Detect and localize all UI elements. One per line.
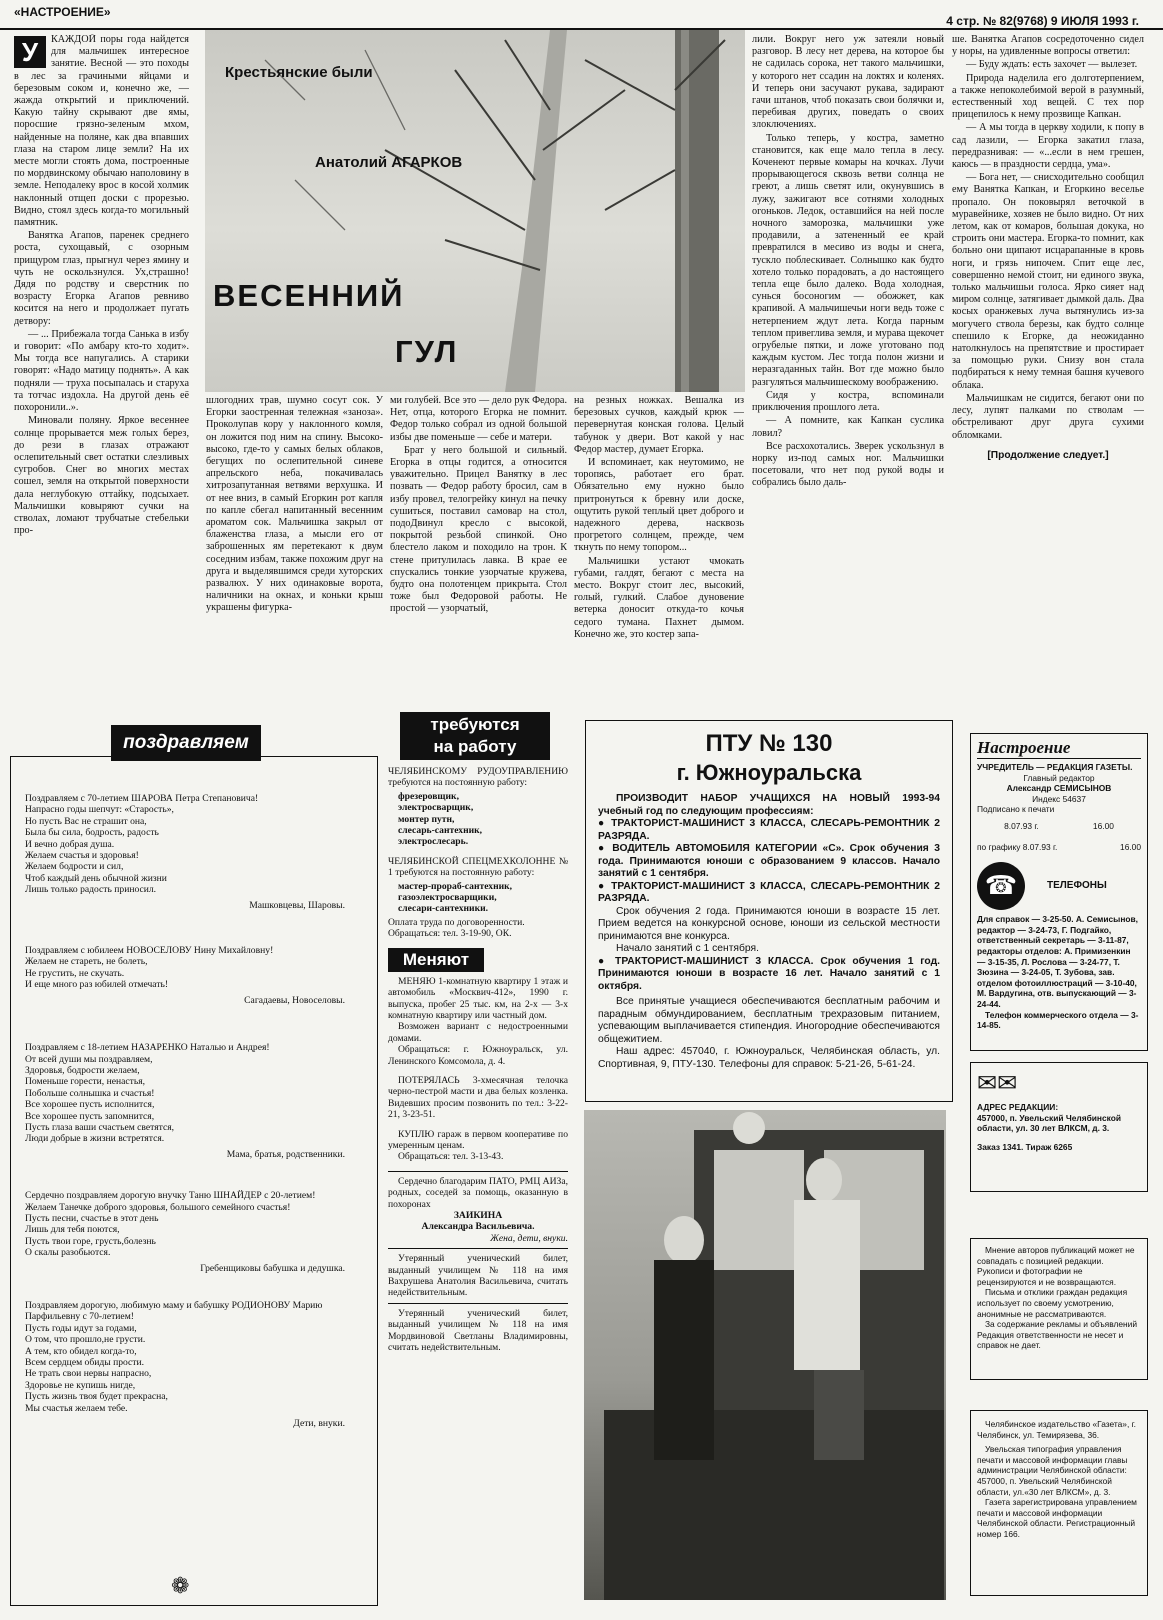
ptu-body bbox=[598, 793, 940, 1071]
greeting-signature: Мама, братья, родственники. bbox=[226, 1148, 345, 1160]
greeting-line: Поздравляем с 70-летием ШАРОВА Петра Степановича! bbox=[25, 793, 259, 804]
story-author: Анатолий АГАРКОВ bbox=[315, 154, 463, 171]
masthead-box bbox=[970, 733, 1148, 1051]
greeting-line: Здоровье не купишь нигде, bbox=[25, 1379, 136, 1391]
greeting-line: Желаем Танечке доброго здоровья, большого семейного счастья! bbox=[25, 1201, 291, 1213]
imprint-line: УЧРЕДИТЕЛЬ — РЕДАКЦИЯ ГАЗЕТЫ. bbox=[977, 762, 1133, 772]
greeting-line: Пусть твои горе, грусть,болезнь bbox=[25, 1235, 156, 1247]
story-paragraph: Брат у него большой и сильный. Егорка в отцы годится, а относится уважительно. Прицел Ванятку в лес позвать — Федор работу бросил, сам в избу провел, телогрейку кинул на печку сушиться, поставил самовар на стол, подоДвинул кресло с высокой, покрытой резьбой спинкой. Оно блестело лаком и походило на трон. К стене притулилась лавка. В крае ее спускались тонкие узорчатые кружева, будто она полотенцем прикрыта. Стол тоже был Федоровой работы. Не простой — узорчатый, bbox=[390, 444, 567, 615]
ad-text: Утерянный ученический билет, выданный училищем № 118 на имя Мордвиновой Светланы Владимировны, считать недействительным. bbox=[388, 1307, 568, 1354]
story-paragraph: лили. Вокруг него уж затеяли новый разговор. В лесу нет дерева, на которое бы не садилась сорока, нет такого мальчишки, у которого нет ссадин на локтях и коленях. И теперь они засучают рукава, задирают гачи штанов, чтоб показать свои болячки и, перебивая других, поведать о своих злоключениях. bbox=[752, 34, 944, 131]
disclaimer-box bbox=[970, 1238, 1148, 1380]
newspaper-logo: Настроение bbox=[977, 738, 1141, 759]
address-text: 457000, п. Увельский Челябинской области, ул. 30 лет ВЛКСМ, д. 3. bbox=[977, 1112, 1121, 1134]
greeting-line: Мы счастья желаем тебе. bbox=[25, 1402, 128, 1414]
ptu-ad bbox=[585, 720, 953, 1102]
greeting-line: О скалы разобьются. bbox=[25, 1247, 111, 1259]
greeting-line: И еще много раз юбилей отмечать! bbox=[25, 979, 169, 991]
imprint-line: 8.07.93 г. bbox=[1004, 820, 1039, 831]
job-text: Оплата труда по договоренности. bbox=[388, 916, 525, 928]
greeting-line: Лишь для тебя поются, bbox=[25, 1224, 120, 1236]
greeting-line: Не трать свои нервы напрасно, bbox=[25, 1368, 152, 1380]
ptu-text: Срок обучения 2 года. Принимаются юноши в возрасте 15 лет. Прием ведется на конкурсной основе, юноши из сельской местности принимаются вне конкурса. bbox=[598, 905, 940, 942]
job-text: Обращаться: тел. 3-19-90, ОК. bbox=[388, 928, 512, 940]
imprint-line: Главный редактор bbox=[1023, 772, 1095, 783]
ad-text: Обращаться: г. Южноуральск, ул. Ленинского Комсомола, д. 4. bbox=[388, 1044, 568, 1067]
ad-text: МЕНЯЮ 1-комнатную квартиру 1 этаж и автомобиль «Москвич-412», 1990 г. выпуска, пробег 25 тыс. км, на 2-х — 3-х комнатную квартиру или частный дом. bbox=[388, 975, 568, 1021]
continued-note: [Продолжение следует.] bbox=[987, 449, 1109, 461]
ptu-item-text: ТРАКТОРИСТ-МАШИНИСТ 3 КЛАССА. Срок обучения 1 год. Принимаются юноши в возрасте 16 лет. Начало занятий с 1 октября. bbox=[598, 955, 940, 992]
story-paragraph: шлогодних трав, шумно сосут сок. У Егорки заостренная тележная «заноза». Проколупав кору у наклонного комля, он ложится под ним на спину. Высоко-высоко, где-то у самых белых облаков, бегущих по ослепительной синеве апрельского неба, покачивалась хитрозапутанная ветвями верхушка. И от нее вниз, в самый Егоркин рот капля по капле сбегал напитанный весенним ароматом сок. Мальчишка закрыл от блаженства глаза, а мысли его от заброшенных ям перетекают к двум соседним избам, также похожим друг на друга и выделявшимся среди хуторских развалюх. У них одинаковые ворота, наличники на окнах, и коньки крыш украшены фигурка- bbox=[206, 395, 383, 614]
greeting-line: А тем, кто обидел когда-то, bbox=[25, 1345, 137, 1357]
ptu-item: ● ТРАКТОРИСТ-МАШИНИСТ 3 КЛАССА, СЛЕСАРЬ-РЕМОНТНИК 2 РАЗРЯДА. bbox=[598, 880, 940, 904]
tractor-with-two-men bbox=[584, 1110, 946, 1600]
birch-trees-photo bbox=[205, 30, 745, 392]
ptu-title: ПТУ № 130 bbox=[705, 730, 833, 757]
page-header bbox=[0, 0, 1163, 30]
address-title: АДРЕС РЕДАКЦИИ: bbox=[977, 1102, 1059, 1112]
story-paragraph: Миновали поляну. Яркое весеннее солнце прорывается меж голых берез, до рези в глазах отражают ослепительный свет остатки слезливых сугробов. Снег во многих местах сошел, земля на открытой поверхности дала неглубокую оттайку, подсыхает. Мальчишки ковыряют сучки на стволах, ломают трубчатые стебельки про- bbox=[14, 415, 189, 537]
greeting-5 bbox=[25, 1300, 365, 1429]
story-paragraph: Ванятка Агапов, паренек среднего роста, сухощавый, с озорным прищуром глаз, прыгнул через ямину и чуть не оскользнулся. Ух,страшно! Дядя по родству и сверстник по возрасту Егорка Агапов ревниво косится на него и продолжает пугать детвору: bbox=[14, 230, 189, 327]
greeting-line: Не грустить, не скучать. bbox=[25, 967, 125, 979]
ptu-item: ● ТРАКТОРИСТ-МАШИНИСТ 3 КЛАССА. Срок обучения 1 год. Принимаются юноши в возрасте 16 лет. Начало занятий с 1 октября. bbox=[598, 955, 940, 992]
greeting-line: Пусть глаза ваши счастьем светятся, bbox=[25, 1121, 175, 1133]
greeting-4 bbox=[25, 1190, 365, 1274]
job-item: монтер путн, bbox=[398, 813, 455, 825]
classifieds-column bbox=[388, 712, 568, 1612]
phones-commercial: Телефон коммерческого отдела — 3-14-85. bbox=[977, 1009, 1139, 1031]
lost-document-2 bbox=[388, 1303, 568, 1354]
newspaper-name: «НАСТРОЕНИЕ» bbox=[14, 5, 111, 19]
greeting-signature: Сагадаевы, Новоселовы. bbox=[244, 994, 345, 1006]
greeting-line: Поздравляем с юбилеем НОВОСЕЛОВУ Нину Михайловну! bbox=[25, 945, 274, 957]
story-paragraph: И вспоминает, как неутомимо, не торопясь, работает его брат. Обязательно ему нужно было притронуться к бревну или доске, ощутить рукой теплый цвет доброго и надежного дерева, насквозь прогретого солнцем, прежде, чем ткнуть по нему топором... bbox=[574, 457, 744, 554]
ptu-text: Начало занятий с 1 сентября. bbox=[616, 943, 759, 954]
greeting-line: Пусть годы идут за годами, bbox=[25, 1322, 137, 1334]
story-paragraph: — А помните, как Капкан суслика ловил? bbox=[752, 415, 944, 439]
disclaimer-text: Письма и отклики граждан редакция использует по своему усмотрению, анонимные не рассматриваются. bbox=[977, 1287, 1128, 1319]
tractor-photo bbox=[584, 1110, 946, 1600]
story-paragraph: Мальчишки устают чмокать губами, галдят, бегают с места на место. Вокруг стоит лес, высокий, голый, гулкий. Слабое дуновение ветерка доносит откуда-то кочья седого тумана. Пахнет дымом. Конечно же, это костер запа- bbox=[574, 555, 744, 640]
imprint-line: Подписано к печати bbox=[977, 804, 1055, 815]
story-paragraph: ми голубей. Все это — дело рук Федора. Нет, отца, которого Егорка не помнит. Федор только собрал из одной большой избы две поменьше — себе и матери. bbox=[390, 395, 567, 443]
job-text: ЧЕЛЯБИНСКОМУ РУДОУПРАВЛЕНИЮ требуются на постоянную работу: bbox=[388, 766, 568, 789]
publisher-text: Газета зарегистрирована управлением печати и массовой информации Челябинской области. Регистрационный номер 166. bbox=[977, 1497, 1137, 1539]
publisher-text: Челябинское издательство «Газета», г. Челябинск, ул. Темирязева, 36. bbox=[977, 1419, 1136, 1440]
job-text: ЧЕЛЯБИНСКОЙ СПЕЦМЕХКОЛОННЕ № 1 требуются на постоянную работу: bbox=[388, 855, 568, 879]
job-item: электросварщик, bbox=[398, 802, 474, 814]
greeting-3 bbox=[25, 1042, 365, 1160]
job-item: мастер-прораб-сантехник, bbox=[398, 880, 513, 892]
greeting-line: Пусть жизнь твоя будет прекрасна, bbox=[25, 1391, 168, 1403]
congratulations-rubric: поздравляем bbox=[111, 725, 261, 761]
greeting-signature: Машковцевы, Шаровы. bbox=[249, 899, 345, 911]
story-paragraph: Только теперь, у костра, заметно становится, как еще мало тепла в лесу. Коченеют первые комары на кочках. Лучи прорывающегося сквозь ветви солнца не греют, а лишь светят или, окунувшись в лужу, зажигают все сотнями холодных огоньков. Ледок, оставшийся на ней после ночного заморозка, мальчишки уже продавили, а затененный ее край превратился в месиво из воды и снега, тускло поблескивает. Солнышко как будто хотело только порадовать, а до настоящего тепла еще было далеко. Вода холодная, сунься босоногим — обожжет, как крапивой. А мальчишечьи ноги ведь тоже с нетерпением ждут лета. Когда парным теплом привеглива земля, и мурава щекочет огрубелые пятки, и ложе уготовано под каждым кустом. Лес тогда полон жизни и неразгаданных тайн. Вот где можно было разгуляться мальчишескому воображению. bbox=[752, 132, 944, 388]
drop-cap: У bbox=[14, 36, 46, 68]
ptu-item: ● ТРАКТОРИСТ-МАШИНИСТ 3 КЛАССА, СЛЕСАРЬ-РЕМОНТНИК 2 РАЗРЯДА. bbox=[598, 818, 940, 842]
story-paragraph: — Буду ждать: есть захочет — вылезет. bbox=[966, 59, 1138, 71]
job-list bbox=[388, 881, 568, 915]
ptu-item-text: ВОДИТЕЛЬ АВТОМОБИЛЯ КАТЕГОРИИ «С». Срок обучения 3 года. Принимаются юноши с образованием 9 классов. Начало занятий с 1 сентября. bbox=[598, 843, 940, 879]
story-paragraph: ше. Ванятка Агапов сосредоточенно сидел у норы, на удивленные вопросы ответил: bbox=[952, 34, 1144, 58]
imprint-line: Александр СЕМИСЫНОВ bbox=[1006, 783, 1112, 794]
story-paragraph: — ... Прибежала тогда Санька в избу и говорит: «По амбару кто-то ходит». Мы тогда все напугались. А старики говорят: «Надо матицу поднять». А как подняли — труха посыпалась и старуха та тотчас издохла. На другой день её похоронили..». bbox=[14, 328, 189, 414]
issue-info: 4 стр. № 82(9768) 9 ИЮЛЯ 1993 г. bbox=[946, 14, 1139, 28]
greeting-line: Чтоб каждый день обычной жизни bbox=[25, 872, 167, 884]
ad-text: КУПЛЮ гараж в первом кооперативе по умеренным ценам. bbox=[388, 1128, 568, 1151]
publisher-box bbox=[970, 1410, 1148, 1596]
story-paragraph: Природа наделила его долготерпением, а также непоколебимой верой в разумный, естественный ход вещей. С тех пор прицепилось к нему прозвище Капкан. bbox=[952, 72, 1144, 121]
envelope-icon: ✉✉ bbox=[977, 1071, 1018, 1097]
greeting-line: От всей души мы поздравляем, bbox=[25, 1053, 153, 1065]
greeting-line: О том, что прошло,не грусти. bbox=[25, 1334, 146, 1346]
swap-rubric: Меняют bbox=[388, 948, 484, 972]
greeting-line: И вечно добрая душа. bbox=[25, 838, 115, 850]
ad-text: Александра Васильевича. bbox=[421, 1221, 535, 1233]
ad-text: ПОТЕРЯЛАСЬ 3-хмесячная телочка черно-пестрой масти и два белых козленка. Видевших просим позвонить по тел.: 3-22-21, 3-23-51. bbox=[388, 1074, 568, 1121]
condolence-note bbox=[388, 1171, 568, 1244]
greeting-line: Поздравляем дорогую, любимую маму и бабушку РОДИОНОВУ Марию Парфильевну с 70-летием! bbox=[25, 1300, 323, 1323]
imprint-line: по графику 8.07.93 г. bbox=[977, 841, 1058, 852]
story-column-5 bbox=[752, 34, 944, 700]
congratulations-box bbox=[10, 732, 378, 1606]
phones-title: ТЕЛЕФОНЫ bbox=[1047, 879, 1107, 891]
story-column-2 bbox=[206, 395, 383, 700]
imprint-line: 16.00 bbox=[1092, 820, 1114, 831]
story-title-line-1: ВЕСЕННИЙ bbox=[213, 278, 405, 313]
lost-document-1 bbox=[388, 1248, 568, 1299]
story-paragraph: — А мы тогда в церкву ходили, к попу в сад лазили, — Егорка закатил глаза, передразнивая: — «...если в нем грешен, каюсь — в праздности сердца, ума». bbox=[952, 122, 1144, 171]
job-item: газоэлектросварщики, bbox=[398, 892, 497, 904]
greeting-line: Желаем счастья и здоровья! bbox=[25, 850, 139, 862]
flower-icon: ❁ bbox=[171, 1573, 190, 1598]
greeting-line: Лишь только радость приносил. bbox=[25, 884, 157, 896]
job-item: электрослесарь. bbox=[398, 836, 469, 848]
job-item: слесари-сантехники. bbox=[398, 903, 489, 915]
ad-text: Жена, дети, внуки. bbox=[490, 1232, 568, 1244]
ad-text: Возможен вариант с недостроенными домами. bbox=[388, 1021, 568, 1044]
disclaimer-text: За содержание рекламы и объявлений Редакция ответственности не несет и справок не дает. bbox=[977, 1319, 1138, 1351]
ad-text: Утерянный ученический билет, выданный училищем № 118 на имя Вахрушева Анатолия Васильевича, считать недействительным. bbox=[388, 1253, 568, 1299]
story-column-3 bbox=[390, 395, 567, 700]
greeting-line: Здоровья, бодрости желаем, bbox=[25, 1064, 140, 1076]
greeting-line: Была бы сила, бодрость, радость bbox=[25, 827, 159, 839]
imprint-line: Индекс 54637 bbox=[1032, 793, 1086, 804]
imprint-row bbox=[977, 821, 1141, 832]
ptu-item: ● ВОДИТЕЛЬ АВТОМОБИЛЯ КАТЕГОРИИ «С». Срок обучения 3 года. Принимаются юноши с образованием 9 классов. Начало занятий с 1 сентября. bbox=[598, 843, 940, 879]
story-column-1 bbox=[14, 34, 189, 700]
jobs-rubric-line: требуются bbox=[430, 715, 520, 734]
story-kicker: Крестьянские были bbox=[225, 64, 373, 81]
greeting-signature: Гребенщиковы бабушка и дедушка. bbox=[200, 1262, 345, 1274]
job-list bbox=[388, 791, 568, 848]
jobs-rubric-line: на работу bbox=[433, 737, 517, 756]
editorial-address-box bbox=[970, 1062, 1148, 1192]
greeting-signature: Дети, внуки. bbox=[293, 1418, 345, 1430]
greeting-line: Желаем бодрости и сил, bbox=[25, 861, 124, 873]
greeting-line: Люди добрые в жизни встретятся. bbox=[25, 1133, 165, 1145]
greeting-line: Поменьше горести, ненастья, bbox=[25, 1076, 146, 1088]
phones-header bbox=[977, 862, 1141, 910]
story-paragraph: Все расхохотались. Зверек ускользнул в норку из-под самых ног. Мальчишки посетовали, что нет под рукой воды и собрались было даль- bbox=[752, 440, 944, 489]
swap-ads bbox=[388, 976, 568, 1354]
story-title-line-2: ГУЛ bbox=[395, 334, 459, 369]
story-paragraph: Мальчишкам не сидится, бегают они по лесу, лупят палками по стволам — обстреливают друг друга сухими обломками. bbox=[952, 392, 1144, 441]
job-item: слесарь-сантехник, bbox=[398, 825, 483, 837]
ad-text: ЗАИКИНА bbox=[453, 1210, 503, 1221]
greeting-2 bbox=[25, 945, 365, 1006]
ptu-city: г. Южноуральска bbox=[676, 760, 862, 785]
greeting-line: Пусть песни, счастье в этот день bbox=[25, 1212, 159, 1224]
order-circulation: Заказ 1341. Тираж 6265 bbox=[977, 1141, 1073, 1152]
ad-text: Сердечно благодарим ПАТО, РМЦ АИЗа, родных, соседей за помощь, оказанную в похоронах bbox=[388, 1175, 568, 1210]
story-paragraph: на резных ножках. Вешалка из березовых сучков, каждый крюк — перевернутая конская голова. Целый табунок у двери. Вот какой у нас Федор мастер, думает Егорка. bbox=[574, 395, 744, 455]
ptu-intro: ПРОИЗВОДИТ НАБОР УЧАЩИХСЯ НА НОВЫЙ 1993-94 учебный год по следующим профессиям: bbox=[598, 793, 940, 817]
greeting-line: Напрасно годы шепчут: «Старость», bbox=[25, 804, 174, 816]
imprint-line: 16.00 bbox=[1120, 841, 1141, 852]
story-photo bbox=[205, 30, 745, 392]
publisher-text: Увельская типография управления печати и массовой информации главы администрации Челябинской области: 457000, п. Увельский Челябинской области, ул.«30 лет ВЛКСМ», д. 3. bbox=[977, 1444, 1128, 1497]
phones-list: Для справок — 3-25-50. А. Семисынов, редактор — 3-24-73, Г. Подгайко, ответственный секретарь — 3-11-87, редакторы отделов: А. Примизенкин — 3-15-35, Л. Рослова — 3-24-77, Т. Зюзина — 3-24-05, Т. Зубова, зав. отделом фотоиллюстраций — 3-10-40, М. Вардугина, отв. выпускающий — 3-24-44. bbox=[977, 914, 1138, 1009]
greeting-1 bbox=[25, 793, 365, 911]
jobs-ad bbox=[388, 766, 568, 940]
disclaimer-text: Мнение авторов публикаций может не совпадать с позицией редакции. Рукописи и фотографии не рецензируются и не возвращаются. bbox=[977, 1245, 1135, 1287]
ptu-address: Наш адрес: 457040, г. Южноуральск, Челябинская область, ул. Спортивная, 9, ПТУ-130. Телефоны для справок: 5-21-26, 5-61-24. bbox=[598, 1046, 940, 1070]
ptu-item-text: ТРАКТОРИСТ-МАШИНИСТ 3 КЛАССА, СЛЕСАРЬ-РЕМОНТНИК 2 РАЗРЯДА. bbox=[598, 880, 940, 904]
ad-text: Обращаться: тел. 3-13-43. bbox=[398, 1151, 504, 1163]
ptu-item-text: ТРАКТОРИСТ-МАШИНИСТ 3 КЛАССА, СЛЕСАРЬ-РЕМОНТНИК 2 РАЗРЯДА. bbox=[598, 818, 940, 842]
greeting-line: Поздравляем с 18-летием НАЗАРЕНКО Наталью и Андрея! bbox=[25, 1042, 270, 1054]
greeting-line: Но пусть Вас не страшит она, bbox=[25, 815, 147, 827]
story-paragraph: Сидя у костра, вспоминали приключения прошлого лета. bbox=[752, 389, 944, 414]
greeting-line: Всем сердцем обиды прости. bbox=[25, 1357, 145, 1369]
greeting-line: Сердечно поздравляем дорогую внучку Таню ШНАЙДЕР с 20-летием! bbox=[25, 1190, 316, 1202]
story-column-6 bbox=[952, 34, 1144, 700]
story-paragraph: КАЖДОЙ поры года найдется для мальчишек интересное занятие. Весной — это походы в лес за грачиными яйцами и березовым соком и, конечно же, — жажда открытий и приключений. Какую тайну скрывают две ямы, поросшие грязно-зеленым мхом, найденные на поляне, как два впавших глаза на старом лице земли? На их месте могли стоять дома, построенные по мордвинскому обычаю наполовину в земле. Неподалеку врос в косой холмик наклонный отщеп доски с прорезью. Видно, стоял здесь когда-то могильный памятник. bbox=[14, 34, 189, 229]
ptu-text: Все принятые учащиеся обеспечиваются бесплатным рабочим и парадным обмундированием, бесплатным трехразовым питанием, успевающим выплачивается стипендия. Иногородние обеспечиваются общежитием. bbox=[598, 996, 940, 1045]
greeting-line: Побольше солнышка и счастья! bbox=[25, 1087, 155, 1099]
jobs-rubric bbox=[400, 712, 550, 760]
story-column-4 bbox=[574, 395, 744, 700]
greeting-line: Желаем не стареть, не болеть, bbox=[25, 956, 148, 968]
telephone-icon: ☎ bbox=[977, 862, 1025, 910]
greeting-line: Все хорошее пусть запомнится, bbox=[25, 1110, 155, 1122]
imprint-row bbox=[977, 842, 1141, 853]
job-item: фрезеровщик, bbox=[398, 790, 459, 802]
story-paragraph: — Бога нет, — снисходительно сообщил ему Ванятка Капкан, и Егоркино веселье пропало. Он поковырял веточкой в муравейнике, хозяев не было видно. От них летом, как от комаров, большая докука, но строить они мастера. Егорка-то помнит, как больно они щипают исцарапанные в кровь ноги, и грязь нипочем. Спит еще лес, совершенно немой стоит, ни единого звука, только мальчишьи голоса. Ярко сияет над миром солнце, затягивает дымкой даль. Два косых оранжевых луча вытянулись из-за могучего ствола березы, как будто солнце спешило к Егорке, да неожиданно натолкнулось на препятствие и простирает за помощью руки. Снизу вон стала подбираться к нему темная башня кучевого облака. bbox=[952, 172, 1144, 391]
greeting-line: Все хорошее пусть исполнится, bbox=[25, 1099, 155, 1111]
